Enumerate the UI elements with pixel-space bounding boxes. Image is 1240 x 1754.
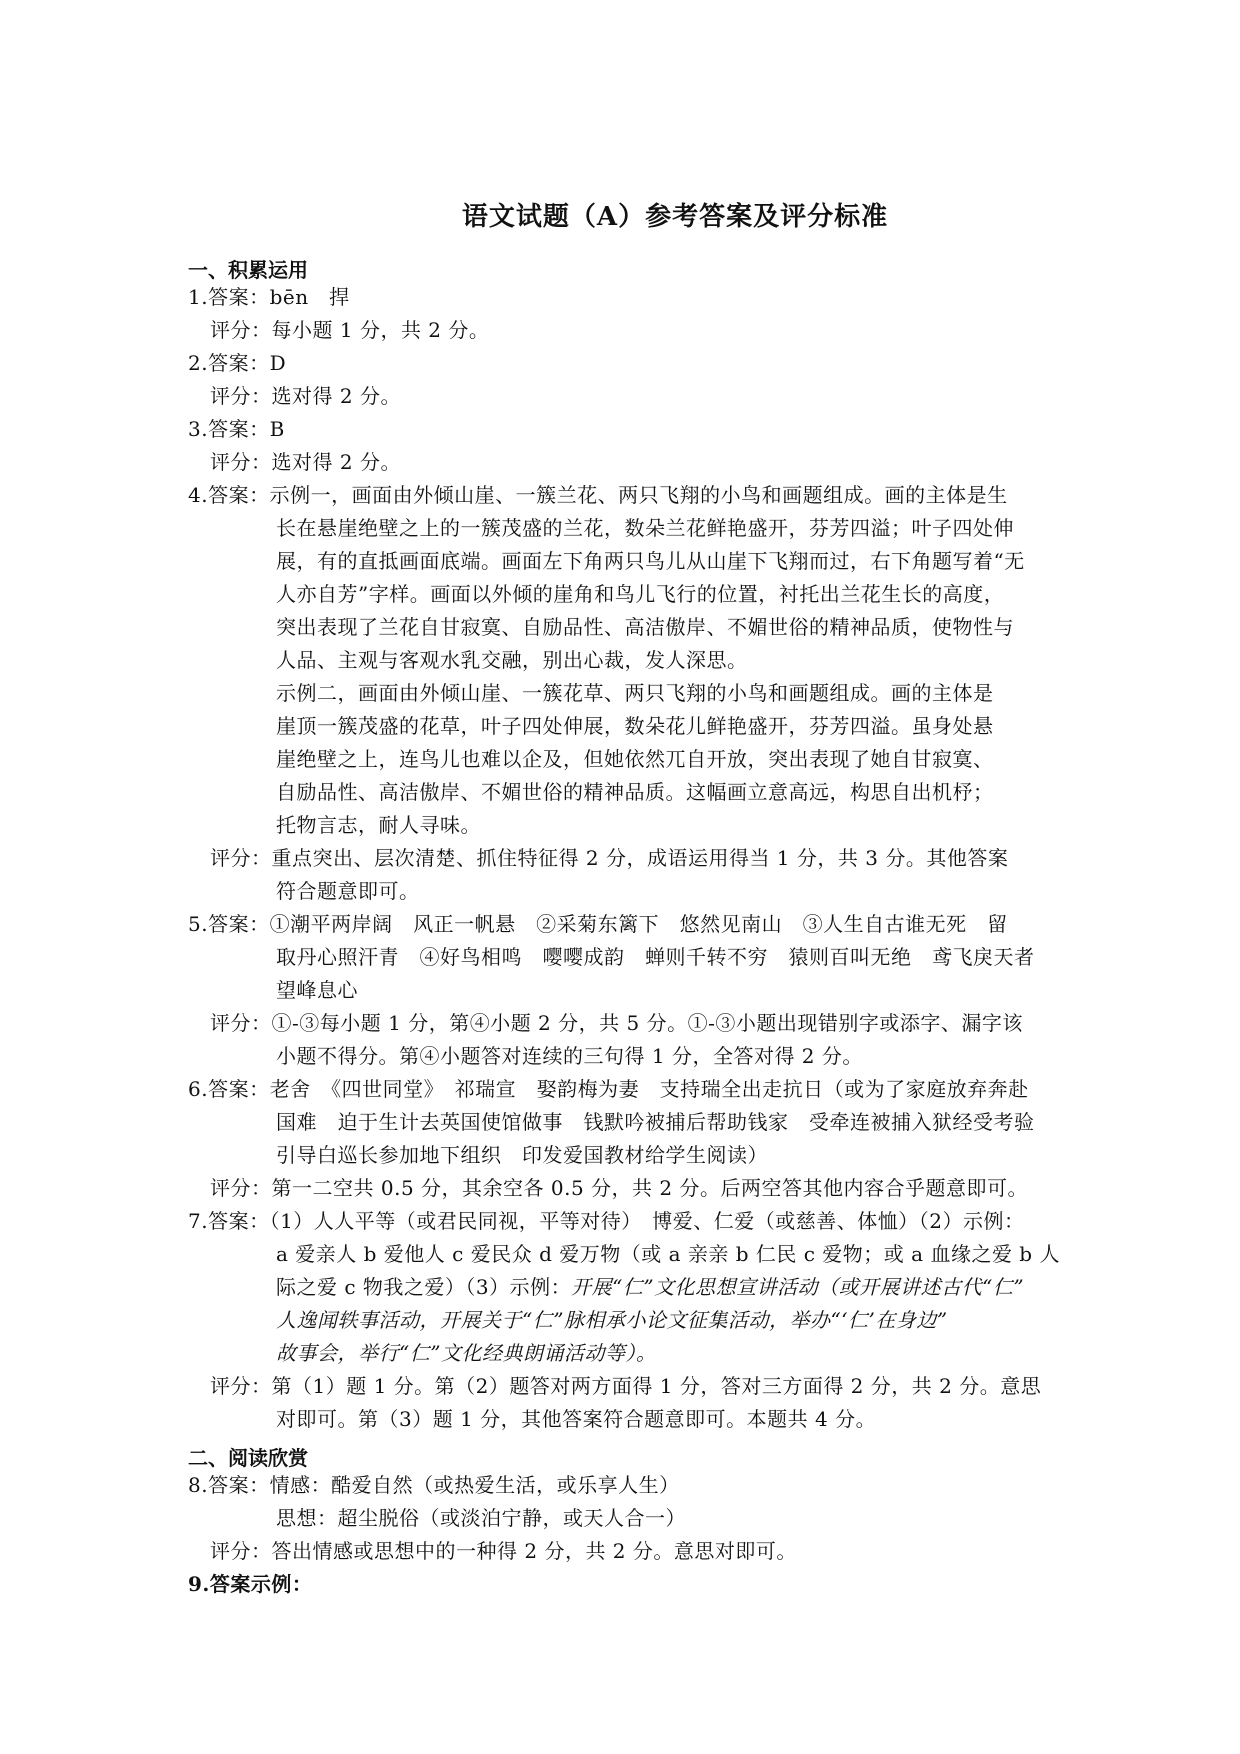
answer-q4-line: 自励品性、高洁傲岸、不媚世俗的精神品质。这幅画立意高远，构思自出机杼； [276, 780, 994, 804]
answer-q9-label: 9.答案示例： [188, 1572, 313, 1596]
answer-q4-line: 4.答案：示例一，画面由外倾山崖、一簇兰花、两只飞翔的小鸟和画题组成。画的主体是生 [188, 483, 1008, 507]
answer-q6-line: 引导白巡长参加地下组织 印发爱国教材给学生阅读） [276, 1143, 768, 1167]
answer-q4-line: 托物言志，耐人寻味。 [276, 813, 481, 837]
answer-q7-example-line: 故事会，举行“仁”文化经典朗诵活动等）。 [276, 1341, 657, 1365]
answer-q4-line: 崖绝壁之上，连鸟儿也难以企及，但她依然兀自开放，突出表现了她自甘寂寞、 [276, 747, 994, 771]
answer-q5-line: 取丹心照汗青 ④好鸟相鸣 嘤嘤成韵 蝉则千转不穷 猿则百叫无绝 鸢飞戾天者 [276, 945, 1035, 969]
answer-q8: 8.答案：情感：酷爱自然（或热爱生活，或乐享人生） [188, 1473, 680, 1497]
score-q7-cont: 对即可。第（3）题 1 分，其他答案符合题意即可。本题共 4 分。 [276, 1407, 877, 1431]
answer-q8-cont: 思想：超尘脱俗（或淡泊宁静，或天人合一） [276, 1506, 686, 1530]
answer-q4-line: 崖顶一簇茂盛的花草，叶子四处伸展，数朵花儿鲜艳盛开，芬芳四溢。虽身处悬 [276, 714, 994, 738]
answer-q5-line: 5.答案：①潮平两岸阔 风正一帆悬 ②采菊东篱下 悠然见南山 ③人生自古谁无死 留 [188, 912, 1008, 936]
answer-q6-line: 国难 迫于生计去英国使馆做事 钱默吟被捕后帮助钱家 受牵连被捕入狱经受考验 [276, 1110, 1035, 1134]
answer-q2: 2.答案：D [188, 351, 287, 375]
answer-q7-line [276, 1277, 1024, 1297]
answer-q7-line: a 爱亲人 b 爱他人 c 爱民众 d 爱万物（或 a 亲亲 b 仁民 c 爱物；或 a 血缘之爱 b 人 [276, 1242, 1060, 1266]
score-q4-cont: 符合题意即可。 [276, 879, 420, 903]
answer-q4-line: 长在悬崖绝壁之上的一簇茂盛的兰花，数朵兰花鲜艳盛开，芬芳四溢；叶子四处伸 [276, 516, 1014, 540]
answer-q4-line: 人亦自芳”字样。画面以外倾的崖角和鸟儿飞行的位置，衬托出兰花生长的高度， [276, 582, 1005, 606]
score-q7: 评分：第（1）题 1 分。第（2）题答对两方面得 1 分，答对三方面得 2 分，共 2 分。意思 [210, 1374, 1042, 1398]
answer-q3: 3.答案：B [188, 417, 285, 441]
page-title: 语文试题（A）参考答案及评分标准 [461, 202, 889, 232]
answer-q4-line: 突出表现了兰花自甘寂寞、自励品性、高洁傲岸、不媚世俗的精神品质，使物性与 [276, 615, 1014, 639]
score-q2: 评分：选对得 2 分。 [210, 384, 401, 408]
answer-q7-text: 际之爱 c 物我之爱）（3）示例： [276, 1275, 572, 1299]
score-q6: 评分：第一二空共 0.5 分，其余空各 0.5 分，共 2 分。后两空答其他内容合乎题意即可。 [210, 1176, 1028, 1200]
score-q1: 评分：每小题 1 分，共 2 分。 [210, 318, 490, 342]
answer-q1: 1.答案：bēn 捍 [188, 285, 350, 309]
score-q5: 评分：①-③每小题 1 分，第④小题 2 分，共 5 分。①-③小题出现错别字或添字、漏字该 [210, 1011, 1023, 1035]
section-heading-accumulation: 一、积累运用 [188, 258, 308, 282]
answer-q7-example-line: 人逸闻轶事活动，开展关于“仁”脉相承小论文征集活动，举办“‘仁’在身边” [276, 1308, 948, 1332]
answer-q7-example: 开展“仁”文化思想宣讲活动（或开展讲述古代“仁” [571, 1275, 1025, 1299]
answer-q4-line: 示例二，画面由外倾山崖、一簇花草、两只飞翔的小鸟和画题组成。画的主体是 [276, 681, 994, 705]
answer-q4-line: 展，有的直抵画面底端。画面左下角两只鸟儿从山崖下飞翔而过，右下角题写着“无 [276, 549, 1025, 573]
answer-q7-line: 7.答案：（1）人人平等（或君民同视，平等对待） 博爱、仁爱（或慈善、体恤）（2）示例： [188, 1209, 1025, 1233]
score-q4: 评分：重点突出、层次清楚、抓住特征得 2 分，成语运用得当 1 分，共 3 分。其他答案 [210, 846, 1009, 870]
score-q5-cont: 小题不得分。第④小题答对连续的三句得 1 分，全答对得 2 分。 [276, 1044, 863, 1068]
score-q8: 评分：答出情感或思想中的一种得 2 分，共 2 分。意思对即可。 [210, 1539, 797, 1563]
answer-q5-line: 望峰息心 [276, 978, 358, 1002]
section-heading-reading: 二、阅读欣赏 [188, 1446, 308, 1470]
score-q3: 评分：选对得 2 分。 [210, 450, 401, 474]
answer-q4-line: 人品、主观与客观水乳交融，别出心裁，发人深思。 [276, 648, 748, 672]
answer-q6-line: 6.答案：老舍 《四世同堂》 祁瑞宣 娶韵梅为妻 支持瑞全出走抗日（或为了家庭放弃奔赴 [188, 1077, 1029, 1101]
